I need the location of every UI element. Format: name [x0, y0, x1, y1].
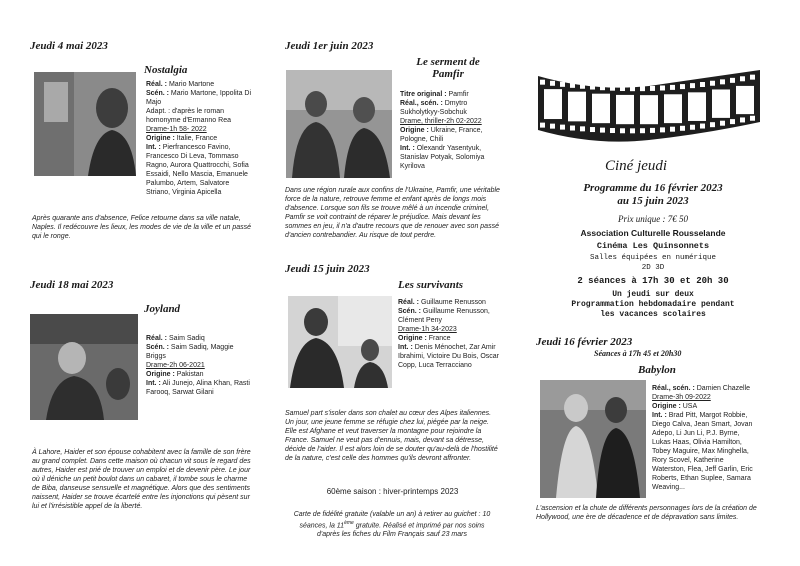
- association-name: Association Culturelle Rousselande: [580, 228, 726, 238]
- film-credits: [146, 334, 254, 397]
- season-label: 60ème saison : hiver-printemps 2023: [326, 487, 459, 496]
- credit-line: Int. : Ali Junejo, Alina Khan, Rasti Farooq, Sarwat Gilani: [146, 380, 250, 396]
- film-title-line: Le serment de: [416, 56, 480, 68]
- credit-line: Origine : Italie, France: [146, 135, 218, 142]
- film-photo-babylon: [540, 380, 646, 498]
- credit-line: Scén. : Guillaume Renusson, Clément Peny: [398, 308, 490, 324]
- film-synopsis: À Lahore, Haider et son épouse cohabitent avec la famille de son frère au grand complet. Dans cette maison où chacun vit sous le regard des autres, Haider est prié de trouver un emploi et de devenir père. Le jour où il déniche un petit boulot dans un cabaret, il tombe sous le charme de Biba, danseuse sensuelle et magnétique. Alors que des sentiments naissent, Haider se trouve écartelé entre les injonctions qui pèsent sur lui et l'irrésistible appel de la liberté.: [32, 449, 251, 510]
- credit-line: Drame-1h 58- 2022: [146, 126, 207, 133]
- screening-times: 2 séances à 17h 30 et 20h 30: [577, 276, 729, 286]
- film-photo-pamfir: [286, 70, 392, 178]
- film-synopsis: Dans une région rurale aux confins de l'Ukraine, Pamfir, une véritable force de la nature, retrouve femme et enfant après de longs mois d'absence. Lorsque son fils se trouve mêlé à un incendie criminel, Pamfir se voit contraint de réparer le préjudice. Mais devant les sommes en jeu, il n'a d'autre recours que de renouer avec son passé d'ancien contrebandier. Au risque de tout perdre.: [285, 187, 500, 239]
- credit-line: Int. : Denis Ménochet, Zar Amir Ibrahimi, Victoire Du Bois, Oscar Copp, Luca Terracciano: [398, 344, 500, 369]
- credit-line: Scén. : Mario Martone, Ippolita Di Majo: [146, 90, 252, 106]
- film-date: Jeudi 15 juin 2023: [285, 263, 370, 275]
- credit-line: Origine : USA: [652, 403, 698, 410]
- equipment-note: Salles équipées en numérique: [589, 254, 717, 262]
- credit-line: Réal. : Mario Martone: [146, 81, 215, 88]
- film-date: Jeudi 4 mai 2023: [30, 40, 108, 52]
- program-dates-line: au 15 juin 2023: [617, 195, 689, 207]
- film-credits: [398, 298, 500, 370]
- credit-line: Drame-2h 06-2021: [146, 362, 205, 369]
- credit-line: Drame, thriller-2h 02-2022: [400, 118, 482, 125]
- frequency-note: [540, 290, 766, 320]
- film-title: Babylon: [638, 364, 676, 376]
- frequency-line: Programmation hebdomadaire pendant: [571, 300, 735, 309]
- film-photo-les-survivants: [288, 296, 392, 388]
- credit-line: Drame-3h 09-2022: [652, 394, 711, 401]
- film-credits: [652, 384, 756, 492]
- film-date: Jeudi 1er juin 2023: [285, 40, 374, 52]
- loyalty-card-line: d'après les fiches du Film Français sauf 23 mars: [317, 531, 467, 539]
- film-title: Nostalgia: [144, 64, 188, 76]
- formats: 2D 3D: [641, 264, 665, 272]
- credit-line: Adapt. : d'après le roman homonyme d'Ermanno Rea: [146, 108, 231, 124]
- program-dates: [548, 182, 758, 208]
- credit-line: Titre original : Pamfir: [400, 91, 469, 98]
- credit-line: Int. : Brad Pitt, Margot Robbie, Diego Calva, Jean Smart, Jovan Adepo, Li Jun Li, P.J. Byrne, Lukas Haas, Olivia Hamilton, Tobey Maguire, Max Minghella, Rory Scovel, Katherine Waterston, Flea, Jeff Garlin, Eric Roberts, Ethan Suplee, Samara Weaving...: [652, 412, 753, 491]
- film-credits: [400, 90, 500, 171]
- film-title: Les survivants: [398, 279, 464, 291]
- frequency-line: les vacances scolaires: [600, 310, 706, 319]
- credit-line: Int. : Pierfrancesco Favino, Francesco Di Leva, Tommaso Ragno, Aurora Quattrocchi, Sofia Essaidi, Nello Mascia, Emanuele Palumbo, Artem, Salvatore Striano, Virginia Apicella: [146, 144, 249, 196]
- film-photo-nostalgia: [34, 72, 136, 176]
- film-strip-graphic: [534, 56, 764, 152]
- loyalty-card-line: Carte de fidélité gratuite (valable un an) à retirer au guichet : 10: [293, 511, 491, 518]
- loyalty-card-line: séances, la 11ème gratuite. Réalisé et imprimé par nos soins: [299, 520, 485, 530]
- film-title: [398, 56, 498, 80]
- credit-line: Drame-1h 34-2023: [398, 326, 457, 333]
- film-title-line: Pamfir: [432, 68, 464, 80]
- credit-line: Réal. : Guillaume Renusson: [398, 299, 486, 306]
- film-photo-joyland: [30, 314, 138, 420]
- frequency-line: Un jeudi sur deux: [612, 290, 694, 299]
- credit-line: Int. : Olexandr Yasentyuk, Stanislav Potyak, Solomiya Kyrilova: [400, 145, 485, 170]
- film-synopsis: Samuel part s'isoler dans son chalet au cœur des Alpes italiennes. Un jour, une jeune femme se réfugie chez lui, piégée par la neige. Elle est Afghane et veut traverser la montagne pour rejoindre la France. Samuel ne veut pas d'ennuis, mais, devant sa détresse, décide de l'aider. Il est alors loin de se douter qu'au-delà de l'hostilité de la nature, c'est celle des hommes qu'ils devront affronter.: [285, 410, 498, 462]
- credit-line: Réal. : Saim Sadiq: [146, 335, 205, 342]
- credit-line: Réal., scén. : Dmytro Sukholytkyy-Sobchuk: [400, 100, 468, 116]
- cinema-name: Cinéma Les Quinsonnets: [596, 241, 710, 251]
- credit-line: Origine : Pakistan: [146, 371, 204, 378]
- film-synopsis: Après quarante ans d'absence, Felice retourne dans sa ville natale, Naples. Il redécouvre les lieux, les modes de vie de la ville et un passé qui le ronge.: [32, 215, 252, 240]
- film-times: Séances à 17h 45 et 20h30: [594, 349, 682, 358]
- film-synopsis: L'ascension et la chute de différents personnages lors de la création de Hollywood, une ère de décadence et de dépravation sans limites.: [536, 505, 757, 521]
- film-date: Jeudi 16 février 2023: [536, 336, 633, 348]
- loyalty-card-note: [272, 510, 512, 539]
- page-title: Ciné jeudi: [605, 158, 668, 174]
- credit-line: Scén. : Saim Sadiq, Maggie Briggs: [146, 344, 234, 360]
- price: Prix unique : 7€ 50: [618, 214, 688, 224]
- film-title: Joyland: [144, 303, 181, 315]
- film-date: Jeudi 18 mai 2023: [30, 279, 114, 291]
- credit-line: Origine : Ukraine, France, Pologne, Chili: [400, 127, 483, 143]
- credit-line: Origine : France: [398, 335, 451, 342]
- program-dates-line: Programme du 16 février 2023: [583, 182, 723, 194]
- credit-line: Réal., scén. : Damien Chazelle: [652, 385, 751, 392]
- film-credits: [146, 80, 254, 197]
